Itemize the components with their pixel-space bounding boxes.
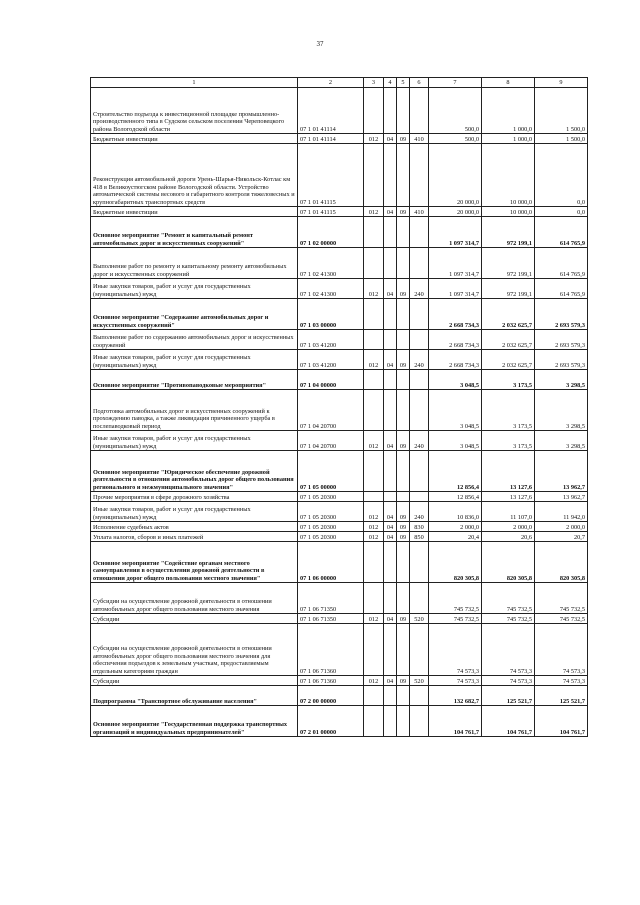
cell-name: Реконструкция автомобильной дороги Урень-Шарья-Никольск-Котлас км 418 в Великоустюгском районе Вологодской области. Устройство автоматической системы весового и габаритного контроля тяжеловесных и крупногабаритных транспортных средств xyxy=(91,144,298,207)
cell-value-3: 20,7 xyxy=(535,532,588,542)
cell-value-2: 20,6 xyxy=(482,532,535,542)
cell-type xyxy=(410,451,429,492)
cell-admin xyxy=(364,217,384,248)
cell-value-3: 2 693 579,3 xyxy=(535,299,588,330)
cell-name: Подпрограмма "Транспортное обслуживание населения" xyxy=(91,686,298,706)
cell-subsection xyxy=(397,451,410,492)
cell-name: Иные закупки товаров, работ и услуг для государственных (муниципальных) нужд xyxy=(91,502,298,522)
cell-value-1: 20 000,0 xyxy=(429,144,482,207)
cell-admin xyxy=(364,144,384,207)
cell-type: 240 xyxy=(410,502,429,522)
cell-subsection: 09 xyxy=(397,134,410,144)
cell-name: Выполнение работ по ремонту и капитальному ремонту автомобильных дорог и искусственных сооружений xyxy=(91,248,298,279)
cell-code: 07 1 02 41300 xyxy=(298,279,364,299)
cell-subsection xyxy=(397,330,410,350)
cell-value-2: 13 127,6 xyxy=(482,492,535,502)
cell-type: 850 xyxy=(410,532,429,542)
cell-admin: 012 xyxy=(364,522,384,532)
cell-admin xyxy=(364,88,384,134)
cell-value-3: 0,0 xyxy=(535,207,588,217)
cell-name: Прочие мероприятия в сфере дорожного хозяйства xyxy=(91,492,298,502)
cell-section xyxy=(384,370,397,390)
cell-name: Основное мероприятие "Ремонт и капитальный ремонт автомобильных дорог и искусственных сооружений" xyxy=(91,217,298,248)
cell-value-1: 745 732,5 xyxy=(429,583,482,614)
table-row xyxy=(91,134,588,144)
cell-code: 07 1 03 00000 xyxy=(298,299,364,330)
cell-name: Иные закупки товаров, работ и услуг для государственных (муниципальных) нужд xyxy=(91,350,298,370)
cell-value-3: 0,0 xyxy=(535,144,588,207)
cell-value-1: 3 048,5 xyxy=(429,370,482,390)
cell-value-3: 614 765,9 xyxy=(535,248,588,279)
cell-section: 04 xyxy=(384,207,397,217)
table-row xyxy=(91,624,588,676)
cell-value-1: 1 097 314,7 xyxy=(429,248,482,279)
cell-subsection xyxy=(397,686,410,706)
cell-section xyxy=(384,330,397,350)
cell-code: 07 1 06 71360 xyxy=(298,624,364,676)
cell-value-3: 13 962,7 xyxy=(535,451,588,492)
cell-value-1: 12 856,4 xyxy=(429,492,482,502)
cell-type: 240 xyxy=(410,431,429,451)
cell-value-1: 2 668 734,3 xyxy=(429,350,482,370)
cell-value-3: 2 693 579,3 xyxy=(535,350,588,370)
cell-admin xyxy=(364,390,384,431)
cell-name: Основное мероприятие "Содержание автомобильных дорог и искусственных сооружений" xyxy=(91,299,298,330)
cell-code: 07 1 04 20700 xyxy=(298,390,364,431)
cell-code: 07 1 05 00000 xyxy=(298,451,364,492)
cell-code: 07 1 01 41115 xyxy=(298,207,364,217)
table-row xyxy=(91,451,588,492)
cell-code: 07 1 01 41114 xyxy=(298,88,364,134)
table-body xyxy=(91,88,588,737)
cell-admin xyxy=(364,370,384,390)
cell-subsection: 09 xyxy=(397,614,410,624)
cell-code: 07 1 06 00000 xyxy=(298,542,364,583)
cell-type xyxy=(410,299,429,330)
cell-section: 04 xyxy=(384,532,397,542)
cell-name: Субсидии xyxy=(91,676,298,686)
table-row xyxy=(91,390,588,431)
cell-name: Субсидии xyxy=(91,614,298,624)
cell-value-1: 2 668 734,3 xyxy=(429,330,482,350)
cell-section xyxy=(384,624,397,676)
col-header-3: 3 xyxy=(364,78,384,88)
cell-value-1: 1 097 314,7 xyxy=(429,279,482,299)
cell-section xyxy=(384,492,397,502)
table-row xyxy=(91,217,588,248)
cell-name: Выполнение работ по содержанию автомобильных дорог и искусственных сооружений xyxy=(91,330,298,350)
cell-type xyxy=(410,370,429,390)
cell-value-2: 74 573,3 xyxy=(482,676,535,686)
col-header-2: 2 xyxy=(298,78,364,88)
cell-admin xyxy=(364,542,384,583)
cell-type xyxy=(410,330,429,350)
cell-value-1: 2 000,0 xyxy=(429,522,482,532)
cell-type: 830 xyxy=(410,522,429,532)
cell-value-3: 1 500,0 xyxy=(535,134,588,144)
cell-section xyxy=(384,706,397,737)
cell-admin xyxy=(364,583,384,614)
cell-name: Субсидии на осуществление дорожной деятельности в отношении автомобильных дорог общего пользования местного значения для обеспечения подъездов к земельным участкам, предоставляемым отдельным категориям граждан xyxy=(91,624,298,676)
col-header-1: 1 xyxy=(91,78,298,88)
cell-value-1: 500,0 xyxy=(429,88,482,134)
cell-name: Субсидии на осуществление дорожной деятельности в отношении автомобильных дорог общего пользования местного значения xyxy=(91,583,298,614)
cell-subsection xyxy=(397,624,410,676)
cell-subsection xyxy=(397,299,410,330)
cell-value-2: 10 000,0 xyxy=(482,207,535,217)
cell-subsection xyxy=(397,144,410,207)
cell-type xyxy=(410,248,429,279)
cell-section xyxy=(384,686,397,706)
cell-section: 04 xyxy=(384,134,397,144)
table-row xyxy=(91,330,588,350)
cell-code: 07 1 04 00000 xyxy=(298,370,364,390)
cell-admin xyxy=(364,248,384,279)
cell-section xyxy=(384,88,397,134)
cell-value-1: 20 000,0 xyxy=(429,207,482,217)
cell-value-2: 972 199,1 xyxy=(482,279,535,299)
cell-type: 520 xyxy=(410,614,429,624)
cell-name: Исполнение судебных актов xyxy=(91,522,298,532)
cell-value-3: 745 732,5 xyxy=(535,583,588,614)
cell-value-2: 74 573,3 xyxy=(482,624,535,676)
cell-value-2: 13 127,6 xyxy=(482,451,535,492)
cell-admin: 012 xyxy=(364,532,384,542)
cell-subsection: 09 xyxy=(397,431,410,451)
col-header-6: 6 xyxy=(410,78,429,88)
cell-subsection xyxy=(397,248,410,279)
cell-admin xyxy=(364,706,384,737)
cell-value-1: 12 856,4 xyxy=(429,451,482,492)
col-header-9: 9 xyxy=(535,78,588,88)
cell-section xyxy=(384,248,397,279)
cell-value-1: 20,4 xyxy=(429,532,482,542)
cell-subsection: 09 xyxy=(397,532,410,542)
cell-value-2: 1 000,0 xyxy=(482,134,535,144)
cell-value-2: 2 032 625,7 xyxy=(482,350,535,370)
cell-value-1: 132 682,7 xyxy=(429,686,482,706)
cell-name: Бюджетные инвестиции xyxy=(91,207,298,217)
cell-admin: 012 xyxy=(364,676,384,686)
cell-admin: 012 xyxy=(364,279,384,299)
cell-value-3: 614 765,9 xyxy=(535,217,588,248)
cell-section: 04 xyxy=(384,502,397,522)
cell-code: 07 2 01 00000 xyxy=(298,706,364,737)
cell-value-3: 3 298,5 xyxy=(535,431,588,451)
table-row xyxy=(91,614,588,624)
table-row xyxy=(91,350,588,370)
col-header-8: 8 xyxy=(482,78,535,88)
cell-type xyxy=(410,686,429,706)
cell-admin: 012 xyxy=(364,350,384,370)
cell-code: 07 1 06 71350 xyxy=(298,614,364,624)
cell-code: 07 1 04 20700 xyxy=(298,431,364,451)
cell-section xyxy=(384,144,397,207)
cell-type xyxy=(410,492,429,502)
cell-value-1: 10 836,0 xyxy=(429,502,482,522)
cell-name: Основное мероприятие "Государственная поддержка транспортных организаций и индивидуальных предпринимателей" xyxy=(91,706,298,737)
cell-name: Основное мероприятие "Содействие органам местного самоуправления в осуществлении дорожной деятельности в отношении дорог общего пользования местного значения" xyxy=(91,542,298,583)
cell-subsection: 09 xyxy=(397,502,410,522)
cell-name: Уплата налогов, сборов и иных платежей xyxy=(91,532,298,542)
cell-code: 07 1 03 41200 xyxy=(298,350,364,370)
cell-admin xyxy=(364,686,384,706)
cell-value-3: 820 305,8 xyxy=(535,542,588,583)
table-row xyxy=(91,502,588,522)
cell-value-1: 104 761,7 xyxy=(429,706,482,737)
cell-type: 520 xyxy=(410,676,429,686)
cell-type xyxy=(410,88,429,134)
cell-section xyxy=(384,299,397,330)
cell-subsection xyxy=(397,583,410,614)
cell-value-2: 972 199,1 xyxy=(482,248,535,279)
cell-value-3: 3 298,5 xyxy=(535,370,588,390)
cell-section: 04 xyxy=(384,614,397,624)
cell-type xyxy=(410,624,429,676)
cell-code: 07 1 06 71360 xyxy=(298,676,364,686)
cell-value-2: 125 521,7 xyxy=(482,686,535,706)
cell-section: 04 xyxy=(384,431,397,451)
cell-value-1: 500,0 xyxy=(429,134,482,144)
cell-section xyxy=(384,390,397,431)
cell-value-1: 74 573,3 xyxy=(429,676,482,686)
cell-admin: 012 xyxy=(364,431,384,451)
cell-code: 07 2 00 00000 xyxy=(298,686,364,706)
table-row xyxy=(91,532,588,542)
cell-value-3: 3 298,5 xyxy=(535,390,588,431)
cell-name: Иные закупки товаров, работ и услуг для государственных (муниципальных) нужд xyxy=(91,279,298,299)
cell-type: 410 xyxy=(410,207,429,217)
page-number: 37 xyxy=(316,40,324,48)
cell-subsection xyxy=(397,706,410,737)
cell-value-2: 972 199,1 xyxy=(482,217,535,248)
cell-value-2: 745 732,5 xyxy=(482,583,535,614)
cell-code: 07 1 05 20300 xyxy=(298,532,364,542)
cell-type: 240 xyxy=(410,350,429,370)
table-header xyxy=(91,78,588,88)
table-row xyxy=(91,299,588,330)
cell-subsection xyxy=(397,217,410,248)
cell-name: Строительство подъезда к инвестиционной площадке промышленно-производственного типа в Судском сельском поселении Череповецкого района Вологодской области xyxy=(91,88,298,134)
cell-section: 04 xyxy=(384,676,397,686)
cell-value-2: 104 761,7 xyxy=(482,706,535,737)
table-row xyxy=(91,431,588,451)
cell-value-3: 1 500,0 xyxy=(535,88,588,134)
cell-section xyxy=(384,542,397,583)
cell-value-3: 11 942,0 xyxy=(535,502,588,522)
cell-value-2: 2 000,0 xyxy=(482,522,535,532)
cell-value-1: 745 732,5 xyxy=(429,614,482,624)
cell-admin: 012 xyxy=(364,134,384,144)
cell-admin xyxy=(364,299,384,330)
cell-value-3: 125 521,7 xyxy=(535,686,588,706)
cell-name: Основное мероприятие "Юридическое обеспечение дорожной деятельности в отношении автомобильных дорог общего пользования регионального и межмуниципального значения" xyxy=(91,451,298,492)
table-row xyxy=(91,492,588,502)
cell-value-2: 3 173,5 xyxy=(482,431,535,451)
cell-value-1: 3 048,5 xyxy=(429,390,482,431)
col-header-4: 4 xyxy=(384,78,397,88)
cell-section: 04 xyxy=(384,522,397,532)
table-row xyxy=(91,144,588,207)
cell-value-2: 820 305,8 xyxy=(482,542,535,583)
cell-value-2: 2 032 625,7 xyxy=(482,330,535,350)
table-row xyxy=(91,248,588,279)
cell-value-2: 10 000,0 xyxy=(482,144,535,207)
cell-type: 240 xyxy=(410,279,429,299)
table-row xyxy=(91,676,588,686)
cell-subsection xyxy=(397,88,410,134)
cell-subsection: 09 xyxy=(397,207,410,217)
cell-value-1: 1 097 314,7 xyxy=(429,217,482,248)
cell-value-3: 2 693 579,3 xyxy=(535,330,588,350)
cell-value-3: 104 761,7 xyxy=(535,706,588,737)
cell-code: 07 1 06 71350 xyxy=(298,583,364,614)
budget-table xyxy=(90,77,588,737)
cell-type xyxy=(410,706,429,737)
cell-value-2: 2 032 625,7 xyxy=(482,299,535,330)
cell-value-3: 2 000,0 xyxy=(535,522,588,532)
table-row xyxy=(91,279,588,299)
cell-name: Подготовка автомобильных дорог и искусственных сооружений к прохождению паводка, а также ликвидация причиненного ущерба в послепаводковый период xyxy=(91,390,298,431)
table-row xyxy=(91,370,588,390)
cell-code: 07 1 05 20300 xyxy=(298,492,364,502)
cell-value-1: 3 048,5 xyxy=(429,431,482,451)
cell-code: 07 1 01 41115 xyxy=(298,144,364,207)
cell-value-3: 614 765,9 xyxy=(535,279,588,299)
cell-type xyxy=(410,217,429,248)
cell-name: Иные закупки товаров, работ и услуг для государственных (муниципальных) нужд xyxy=(91,431,298,451)
cell-section xyxy=(384,217,397,248)
cell-code: 07 1 05 20300 xyxy=(298,502,364,522)
cell-value-1: 2 668 734,3 xyxy=(429,299,482,330)
cell-admin: 012 xyxy=(364,207,384,217)
cell-value-3: 74 573,3 xyxy=(535,676,588,686)
cell-code: 07 1 05 20300 xyxy=(298,522,364,532)
cell-name: Основное мероприятие "Противопаводковые мероприятия" xyxy=(91,370,298,390)
table-row xyxy=(91,583,588,614)
col-header-5: 5 xyxy=(397,78,410,88)
cell-admin xyxy=(364,330,384,350)
cell-section: 04 xyxy=(384,350,397,370)
cell-code: 07 1 03 41200 xyxy=(298,330,364,350)
cell-type xyxy=(410,583,429,614)
cell-section xyxy=(384,451,397,492)
cell-admin: 012 xyxy=(364,502,384,522)
cell-subsection: 09 xyxy=(397,676,410,686)
cell-value-2: 11 107,0 xyxy=(482,502,535,522)
table-row xyxy=(91,686,588,706)
cell-code: 07 1 02 41300 xyxy=(298,248,364,279)
cell-type xyxy=(410,390,429,431)
table-row xyxy=(91,706,588,737)
cell-subsection xyxy=(397,542,410,583)
cell-section xyxy=(384,583,397,614)
cell-admin xyxy=(364,451,384,492)
cell-value-3: 74 573,3 xyxy=(535,624,588,676)
cell-subsection: 09 xyxy=(397,350,410,370)
cell-value-1: 74 573,3 xyxy=(429,624,482,676)
cell-value-2: 3 173,5 xyxy=(482,370,535,390)
cell-subsection: 09 xyxy=(397,522,410,532)
cell-type xyxy=(410,144,429,207)
cell-value-1: 820 305,8 xyxy=(429,542,482,583)
cell-admin xyxy=(364,492,384,502)
table-row xyxy=(91,207,588,217)
cell-admin xyxy=(364,624,384,676)
cell-subsection xyxy=(397,390,410,431)
cell-subsection xyxy=(397,370,410,390)
cell-code: 07 1 01 41114 xyxy=(298,134,364,144)
cell-subsection xyxy=(397,492,410,502)
cell-value-3: 745 732,5 xyxy=(535,614,588,624)
table-row xyxy=(91,542,588,583)
cell-section: 04 xyxy=(384,279,397,299)
cell-value-2: 3 173,5 xyxy=(482,390,535,431)
cell-value-2: 1 000,0 xyxy=(482,88,535,134)
col-header-7: 7 xyxy=(429,78,482,88)
cell-subsection: 09 xyxy=(397,279,410,299)
cell-admin: 012 xyxy=(364,614,384,624)
cell-value-3: 13 962,7 xyxy=(535,492,588,502)
cell-value-2: 745 732,5 xyxy=(482,614,535,624)
cell-name: Бюджетные инвестиции xyxy=(91,134,298,144)
cell-type xyxy=(410,542,429,583)
table-row xyxy=(91,522,588,532)
cell-code: 07 1 02 00000 xyxy=(298,217,364,248)
table-row xyxy=(91,88,588,134)
cell-type: 410 xyxy=(410,134,429,144)
